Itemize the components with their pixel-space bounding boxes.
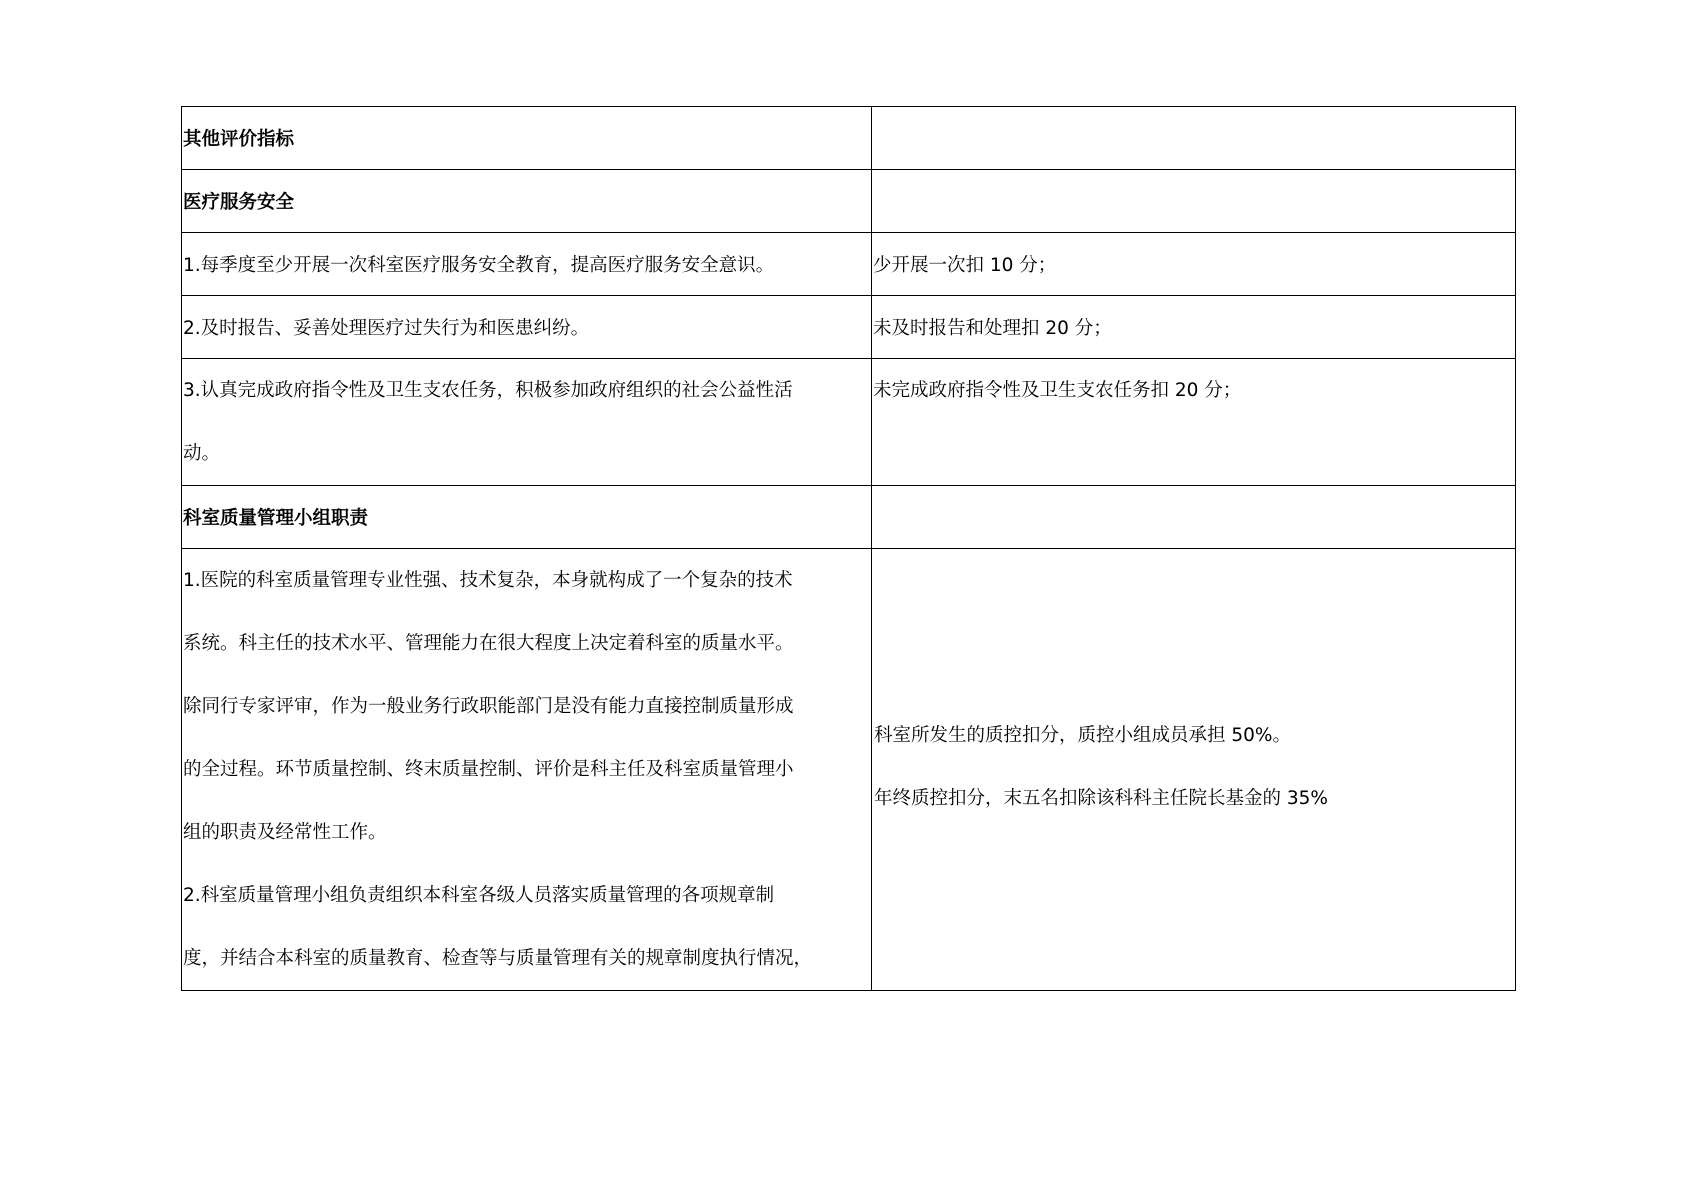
table-row <box>182 107 1516 170</box>
deduction-line: 科室所发生的质控扣分，质控小组成员承担 50%。 <box>874 725 1292 746</box>
empty-cell <box>872 170 1516 233</box>
criterion-line: 的全过程。环节质量控制、终末质量控制、评价是科主任及科室质量管理小 <box>183 759 794 780</box>
criterion-line: 3.认真完成政府指令性及卫生支农任务，积极参加政府组织的社会公益性活 <box>183 380 793 401</box>
criterion-line: 1.医院的科室质量管理专业性强、技术复杂，本身就构成了一个复杂的技术 <box>183 570 793 591</box>
criterion-text: 1.每季度至少开展一次科室医疗服务安全教育，提高医疗服务安全意识。 <box>182 233 872 296</box>
section-heading-quality-group: 科室质量管理小组职责 <box>182 486 872 549</box>
criterion-text <box>182 549 872 991</box>
table-row <box>182 170 1516 233</box>
criterion-line: 组的职责及经常性工作。 <box>183 822 387 843</box>
deduction-line: 年终质控扣分，末五名扣除该科科主任院长基金的 35% <box>874 788 1329 809</box>
deduction-text: 未及时报告和处理扣 20 分； <box>872 296 1516 359</box>
section-heading-medical-safety: 医疗服务安全 <box>182 170 872 233</box>
criterion-text: 2.及时报告、妥善处理医疗过失行为和医患纠纷。 <box>182 296 872 359</box>
criterion-line: 除同行专家评审，作为一般业务行政职能部门是没有能力直接控制质量形成 <box>183 696 794 717</box>
deduction-lines <box>874 704 1328 830</box>
table-row <box>182 549 1516 991</box>
criterion-line: 度，并结合本科室的质量教育、检查等与质量管理有关的规章制度执行情况， <box>183 948 813 969</box>
deduction-block <box>873 549 1515 990</box>
table-row <box>182 233 1516 296</box>
deduction-text <box>872 359 1516 486</box>
criterion-line: 2.科室质量管理小组负责组织本科室各级人员落实质量管理的各项规章制 <box>183 885 775 906</box>
criterion-text <box>182 359 872 486</box>
table-row <box>182 296 1516 359</box>
empty-cell <box>872 107 1516 170</box>
empty-cell <box>872 486 1516 549</box>
evaluation-table <box>181 106 1516 991</box>
deduction-line: 未完成政府指令性及卫生支农任务扣 20 分； <box>873 380 1242 401</box>
criterion-line: 系统。科主任的技术水平、管理能力在很大程度上决定着科室的质量水平。 <box>183 633 794 654</box>
table-row <box>182 486 1516 549</box>
deduction-text <box>872 549 1516 991</box>
section-heading-other-indicators: 其他评价指标 <box>182 107 872 170</box>
criterion-line: 动。 <box>183 443 221 464</box>
table-row <box>182 359 1516 486</box>
deduction-text: 少开展一次扣 10 分； <box>872 233 1516 296</box>
